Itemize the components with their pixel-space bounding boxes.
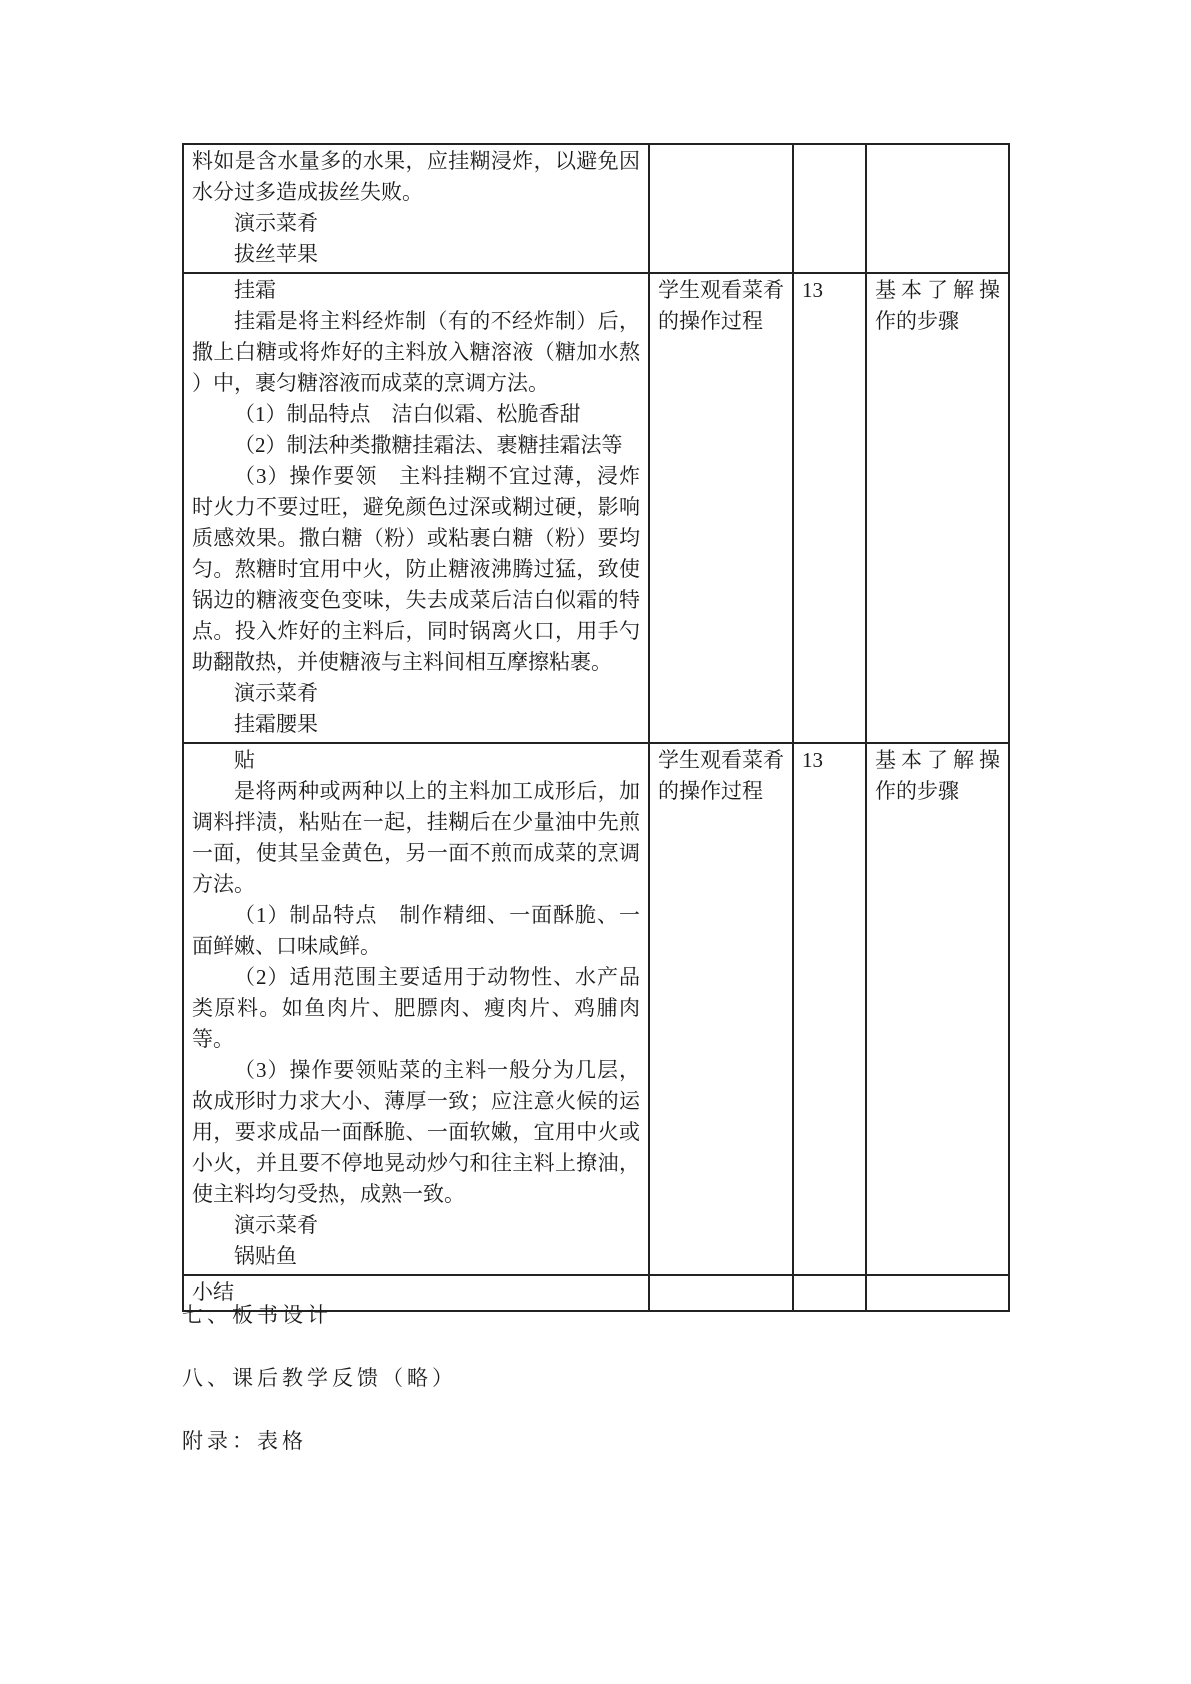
cell-student-activity — [649, 273, 793, 743]
paragraph: 演示菜肴 — [234, 211, 318, 235]
paragraph: 锅贴鱼 — [234, 1244, 297, 1268]
cell-teaching-content — [183, 743, 649, 1275]
section-heading-board-design: 七、板书设计 — [182, 1303, 332, 1327]
paragraph: 拔丝苹果 — [234, 242, 318, 266]
lesson-plan-table — [182, 143, 1010, 1312]
cell-student-activity — [649, 743, 793, 1275]
paragraph: （2）制法种类撒糖挂霜法、裹糖挂霜法等 — [234, 433, 623, 457]
table-row — [183, 273, 1009, 743]
cell-student-activity — [649, 144, 793, 273]
section-heading-after-class-feedback: 八、课后教学反馈（略） — [182, 1366, 457, 1390]
paragraph: （1）制品特点 洁白似霜、松脆香甜 — [234, 402, 581, 426]
cell-teaching-content — [183, 273, 649, 743]
paragraph: 贴 — [234, 748, 255, 772]
learning-outcome-text: 基本了解操作的步骤 — [875, 748, 1000, 803]
cell-minutes: 13 — [793, 273, 866, 743]
table-row — [183, 743, 1009, 1275]
paragraph: 小结 — [192, 1280, 234, 1304]
paragraph: 演示菜肴 — [234, 1213, 318, 1237]
paragraph: （3）操作要领 主料挂糊不宜过薄，浸炸时火力不要过旺，避免颜色过深或糊过硬，影响质感效果。撒白糖（粉）或粘裹白糖（粉）要均匀。熬糖时宜用中火，防止糖液沸腾过猛，致使锅边的糖液变色变味，失去成菜后洁白似霜的特点。投入炸好的主料后，同时锅离火口，用手勺助翻散热，并使糖液与主料间相互摩擦粘裹。 — [192, 464, 640, 674]
student-activity-text: 学生观看菜肴的操作过程 — [658, 748, 784, 803]
cell-minutes: 13 — [793, 743, 866, 1275]
paragraph: 挂霜是将主料经炸制（有的不经炸制）后，撒上白糖或将炸好的主料放入糖溶液（糖加水熬 ）中，裹匀糖溶液而成菜的烹调方法。 — [192, 309, 640, 395]
paragraph: （2）适用范围主要适用于动物性、水产品类原料。如鱼肉片、肥膘肉、瘦肉片、鸡脯肉等。 — [192, 965, 640, 1051]
cell-learning-outcome — [866, 743, 1009, 1275]
paragraph: 挂霜腰果 — [234, 712, 318, 736]
cell-learning-outcome — [866, 1275, 1009, 1311]
paragraph: （3）操作要领贴菜的主料一般分为几层，故成形时力求大小、薄厚一致；应注意火候的运用，要求成品一面酥脆、一面软嫩，宜用中火或小火，并且要不停地晃动炒勺和往主料上撩油，使主料均匀受热，成熟一致。 — [192, 1058, 640, 1206]
student-activity-text: 学生观看菜肴的操作过程 — [658, 278, 784, 333]
cell-learning-outcome — [866, 144, 1009, 273]
paragraph: 是将两种或两种以上的主料加工成形后，加调料拌渍，粘贴在一起，挂糊后在少量油中先煎一面，使其呈金黄色，另一面不煎而成菜的烹调方法。 — [192, 779, 640, 896]
paragraph: （1）制品特点 制作精细、一面酥脆、一面鲜嫩、口味咸鲜。 — [192, 903, 640, 958]
table-row — [183, 144, 1009, 273]
paragraph: 挂霜 — [234, 278, 276, 302]
section-heading-appendix: 附录：表格 — [182, 1429, 307, 1453]
paragraph: 演示菜肴 — [234, 681, 318, 705]
cell-learning-outcome — [866, 273, 1009, 743]
cell-minutes — [793, 144, 866, 273]
learning-outcome-text: 基本了解操作的步骤 — [875, 278, 1000, 333]
cell-student-activity — [649, 1275, 793, 1311]
paragraph: 料如是含水量多的水果，应挂糊浸炸，以避免因水分过多造成拔丝失败。 — [192, 149, 640, 204]
cell-teaching-content — [183, 144, 649, 273]
cell-minutes — [793, 1275, 866, 1311]
